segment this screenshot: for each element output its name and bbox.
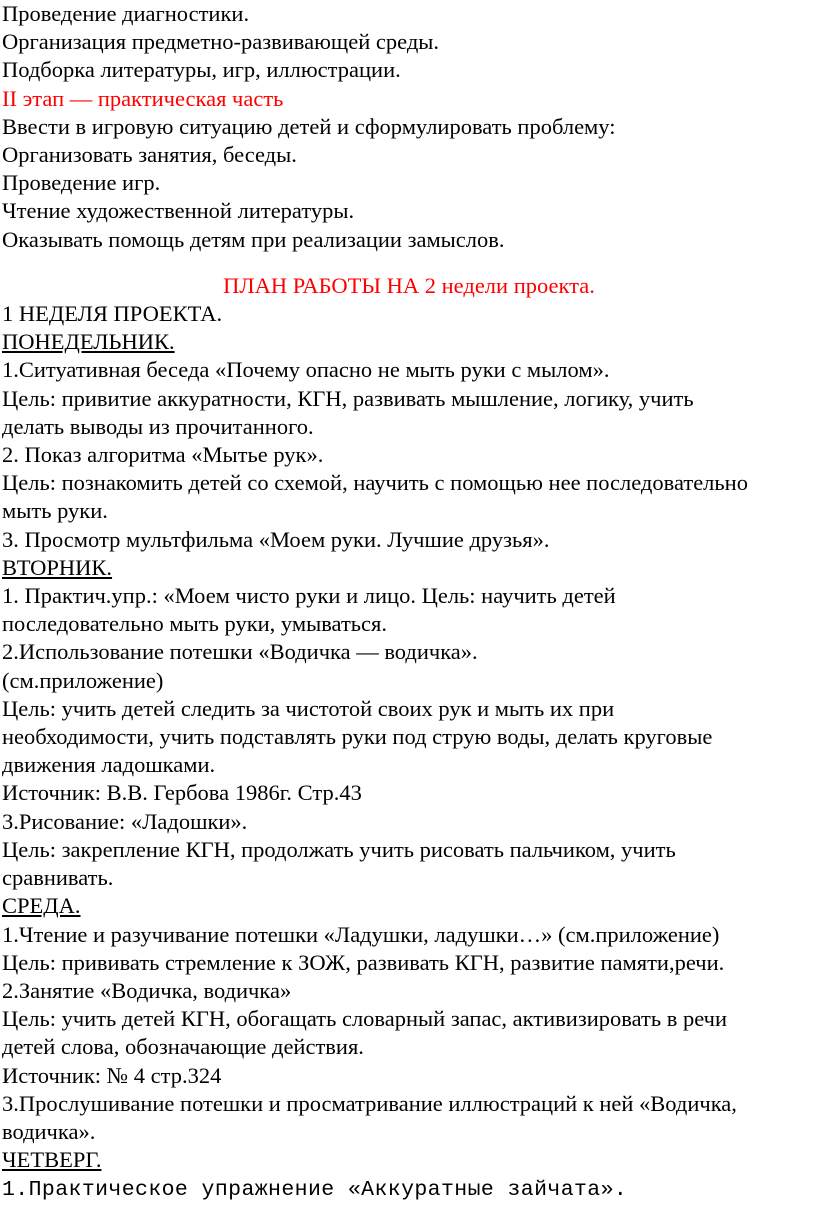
text-line: 2. Показ алгоритма «Мытье рук». <box>2 442 324 468</box>
text-line: Цель: учить детей КГН, обогащать словарный запас, активизировать в речи <box>2 1006 727 1032</box>
stage2-heading: II этап — практическая часть <box>2 85 284 111</box>
week-title: 1 НЕДЕЛЯ ПРОЕКТА. <box>2 301 223 327</box>
text-line: Чтение художественной литературы. <box>2 198 355 224</box>
text-line: делать выводы из прочитанного. <box>2 413 314 439</box>
text-line: 3.Прослушивание потешки и просматривание иллюстраций к ней «Водичка, <box>2 1090 737 1116</box>
text-line: Проведение игр. <box>2 170 161 196</box>
text-line: Цель: учить детей следить за чистотой своих рук и мыть их при <box>2 695 615 721</box>
text-line: 1.Ситуативная беседа «Почему опасно не мыть руки с мылом». <box>2 357 610 383</box>
text-line: 3. Просмотр мультфильма «Моем руки. Лучшие друзья». <box>2 526 550 552</box>
text-line: Ввести в игровую ситуацию детей и сформулировать проблему: <box>2 113 616 139</box>
text-line: 1. Практич.упр.: «Моем чисто руки и лицо. Цель: научить детей <box>2 583 616 609</box>
text-line: 1.Чтение и разучивание потешки «Ладушки, ладушки…» (см.приложение) <box>2 921 720 947</box>
text-line: Цель: прививать стремление к ЗОЖ, развивать КГН, развитие памяти,речи. <box>2 949 725 975</box>
text-line: Проведение диагностики. <box>2 1 250 26</box>
thursday-heading: ЧЕТВЕРГ. <box>2 1147 102 1173</box>
text-line: Подборка литературы, игр, иллюстрации. <box>2 57 401 83</box>
text-line: 2.Использование потешки «Водичка — водичка». <box>2 639 478 665</box>
text-line: движения ладошками. <box>2 752 216 778</box>
paragraph-gap <box>2 254 816 272</box>
text-line: Цель: закрепление КГН, продолжать учить рисовать пальчиком, учить <box>2 836 676 862</box>
text-line: Организация предметно-развивающей среды. <box>2 29 440 55</box>
text-line: (см.приложение) <box>2 667 164 693</box>
text-line: Источник: № 4 стр.324 <box>2 1062 222 1088</box>
text-line: Оказывать помощь детям при реализации замыслов. <box>2 226 505 252</box>
text-line: Организовать занятия, беседы. <box>2 142 297 168</box>
monday-heading: ПОНЕДЕЛЬНИК. <box>2 329 175 355</box>
document-page <box>2 0 816 1205</box>
text-line: Цель: привитие аккуратности, КГН, развивать мышление, логику, учить <box>2 385 694 411</box>
wednesday-heading: СРЕДА. <box>2 893 81 919</box>
tuesday-heading: ВТОРНИК. <box>2 554 113 580</box>
text-line: сравнивать. <box>2 865 114 891</box>
text-line: водичка». <box>2 1118 96 1144</box>
text-line: 1.Практическое упражнение «Аккуратные зайчата». <box>2 1178 628 1203</box>
text-line: последовательно мыть руки, умываться. <box>2 611 388 637</box>
text-line: 3.Рисование: «Ладошки». <box>2 808 248 834</box>
text-line: 2.Занятие «Водичка, водичка» <box>2 977 292 1003</box>
text-line: детей слова, обозначающие действия. <box>2 1034 364 1060</box>
plan-title: ПЛАН РАБОТЫ НА 2 недели проекта. <box>223 272 595 298</box>
text-line: Цель: познакомить детей со схемой, научить с помощью нее последовательно <box>2 470 748 496</box>
text-line: Источник: В.В. Гербова 1986г. Стр.43 <box>2 780 362 806</box>
text-line: мыть руки. <box>2 498 108 524</box>
text-line: необходимости, учить подставлять руки под струю воды, делать круговые <box>2 724 713 750</box>
